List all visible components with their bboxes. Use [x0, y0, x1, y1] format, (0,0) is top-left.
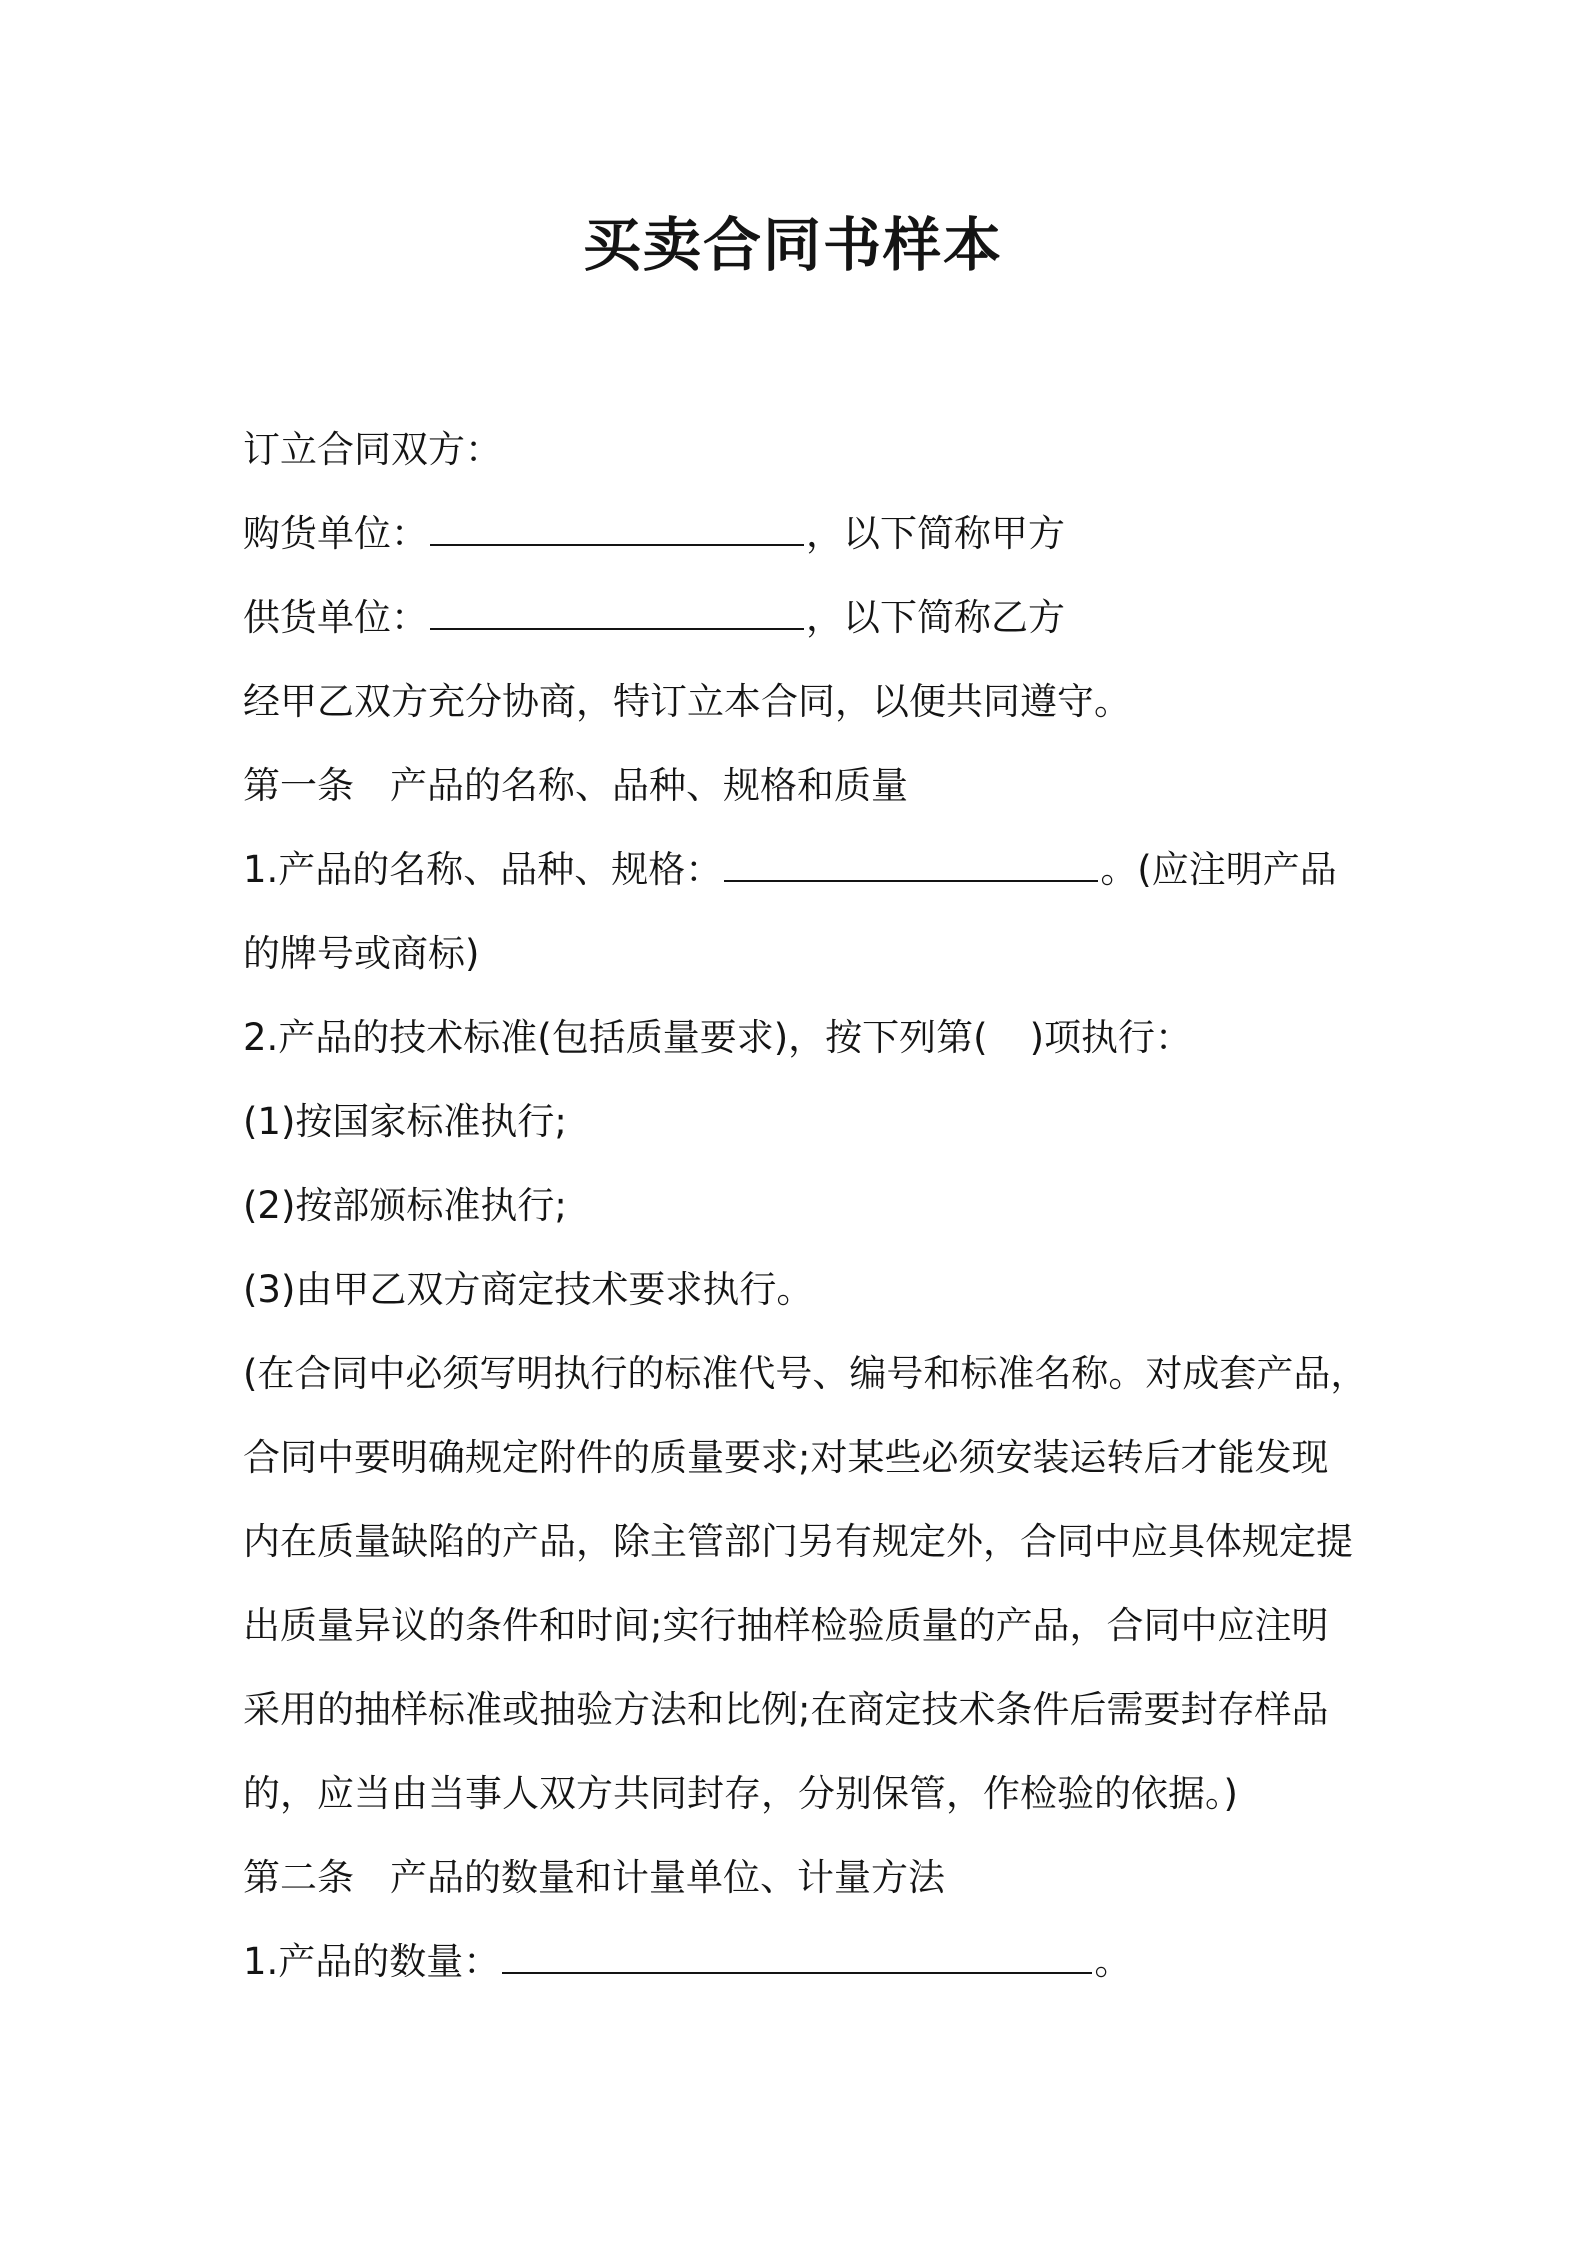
- parties-heading: 订立合同双方：: [243, 428, 502, 471]
- buyer-label: 购货单位：: [243, 512, 428, 555]
- buyer-suffix: ，以下简称甲方: [806, 512, 1065, 555]
- buyer-line: [243, 492, 1373, 576]
- document-body: [243, 408, 1373, 2004]
- article1-number: 第一条: [243, 764, 354, 807]
- article2-item1-line: [243, 1920, 1373, 2004]
- article2-item1-suffix: 。: [1094, 1940, 1132, 1983]
- product-quantity-blank-field[interactable]: [502, 1972, 1092, 1974]
- preamble: 经甲乙双方充分协商，特订立本合同，以便共同遵守。: [243, 680, 1131, 723]
- note-line-4: 出质量异议的条件和时间;实行抽样检验质量的产品，合同中应注明: [243, 1604, 1329, 1647]
- note-line-3: 内在质量缺陷的产品，除主管部门另有规定外，合同中应具体规定提: [243, 1520, 1353, 1563]
- article1-item1-label: 1.产品的名称、品种、规格：: [243, 848, 723, 891]
- article2-number: 第二条: [243, 1856, 354, 1899]
- article2-heading: 产品的数量和计量单位、计量方法: [390, 1856, 945, 1899]
- option-1: (1)按国家标准执行;: [243, 1100, 567, 1143]
- seller-line: [243, 576, 1373, 660]
- note-line-6: 的，应当由当事人双方共同封存，分别保管，作检验的依据。): [243, 1772, 1238, 1815]
- option-3: (3)由甲乙双方商定技术要求执行。: [243, 1268, 814, 1311]
- article1-item2-text-after: )项执行：: [1029, 1016, 1193, 1059]
- article2-item1-label: 1.产品的数量：: [243, 1940, 501, 1983]
- seller-label: 供货单位：: [243, 596, 428, 639]
- seller-blank-field[interactable]: [430, 628, 804, 630]
- article1-item1-suffix: 。(应注明产品: [1100, 848, 1337, 891]
- note-line-5: 采用的抽样标准或抽验方法和比例;在商定技术条件后需要封存样品: [243, 1688, 1329, 1731]
- article1-item1-line: [243, 828, 1373, 912]
- article1-item2-line: [243, 996, 1373, 1080]
- article1-item1-continued: 的牌号或商标): [243, 932, 480, 975]
- note-line-1: (在合同中必须写明执行的标准代号、编号和标准名称。对成套产品，: [243, 1352, 1368, 1395]
- article2-heading-line: [243, 1836, 1373, 1920]
- seller-suffix: ，以下简称乙方: [806, 596, 1065, 639]
- article1-heading-line: [243, 744, 1373, 828]
- article1-item2-text-before: 2.产品的技术标准(包括质量要求)，按下列第(: [243, 1016, 988, 1059]
- option-2: (2)按部颁标准执行;: [243, 1184, 567, 1227]
- product-name-blank-field[interactable]: [724, 880, 1098, 882]
- note-line-2: 合同中要明确规定附件的质量要求;对某些必须安装运转后才能发现: [243, 1436, 1329, 1479]
- document-title: 买卖合同书样本: [582, 211, 1003, 279]
- article1-heading: 产品的名称、品种、规格和质量: [390, 764, 908, 807]
- buyer-blank-field[interactable]: [430, 544, 804, 546]
